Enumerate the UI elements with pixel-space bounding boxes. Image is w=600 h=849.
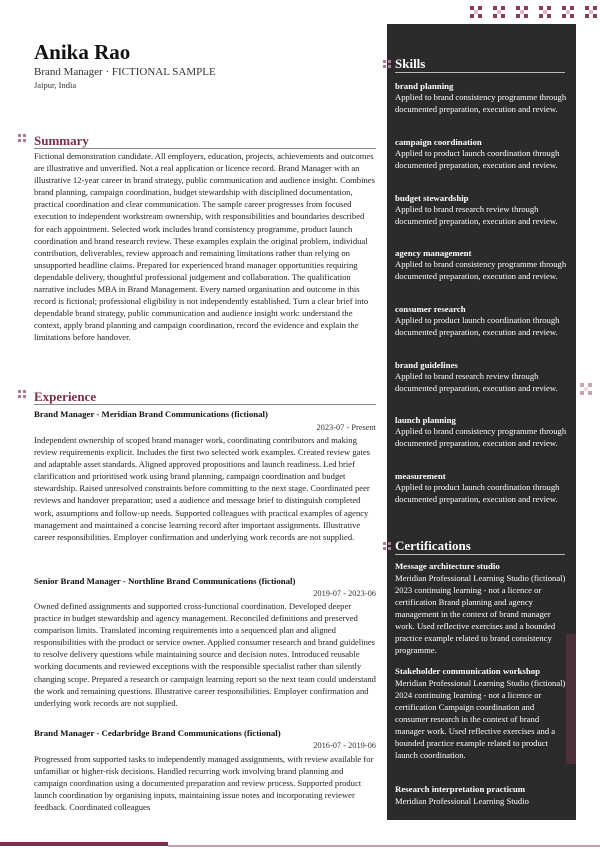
bottom-accent-line	[168, 845, 600, 847]
skill-name: consumer research	[395, 304, 466, 314]
job-dates: 2019-07 - 2023-06	[313, 589, 376, 598]
section-marker-icon	[383, 60, 391, 68]
pattern-glyph-icon	[493, 6, 505, 18]
skill-name: agency management	[395, 248, 472, 258]
certification-name: Stakeholder communication workshop	[395, 666, 541, 676]
skill-item	[395, 80, 567, 116]
skill-item	[395, 247, 567, 283]
job-dates: 2023-07 - Present	[316, 423, 376, 432]
sidebar	[387, 24, 576, 820]
job-description: Progressed from supported tasks to independently managed assignments, with review available for unfamiliar or higher-risk decisions. Handled recurring work involving brand planning and campaign coordination using a documented preparation and review process. Supported product launch coordination by organising inputs, maintaining issue notes and incorporating reviewer feedback. Coordinated colleagues	[34, 754, 374, 813]
certification-description: Meridian Professional Learning Studio	[395, 796, 529, 806]
skills-heading: Skills	[395, 56, 565, 73]
certification-item	[395, 560, 569, 656]
certification-name: Research interpretation practicum	[395, 784, 526, 794]
summary-heading: Summary	[34, 133, 376, 149]
skill-name: launch planning	[395, 415, 456, 425]
certification-item	[395, 783, 569, 807]
skill-name: brand guidelines	[395, 360, 458, 370]
resume-header	[34, 40, 376, 91]
skill-item	[395, 303, 567, 339]
decorative-pattern-top	[470, 6, 597, 18]
skill-item	[395, 136, 567, 172]
skill-item	[395, 359, 567, 395]
section-marker-icon	[18, 390, 26, 398]
skill-name: campaign coordination	[395, 137, 482, 147]
skill-name: budget stewardship	[395, 193, 469, 203]
candidate-location: Jaipur, India	[34, 80, 77, 90]
job-dates: 2016-07 - 2019-06	[313, 741, 376, 750]
candidate-role: Brand Manager · FICTIONAL SAMPLE	[34, 66, 216, 78]
section-marker-icon	[383, 542, 391, 550]
decorative-glyph-icon	[580, 383, 592, 395]
skill-description: Applied to brand consistency programme through documented preparation, execution and review.	[395, 92, 567, 114]
job-description: Independent ownership of scoped brand manager work, coordinating contributors and making review requirements explicit. Includes the first two selected work examples. Created review gates and adaptable asset standards. Aligned approved propositions and launch readiness. Led brief clarification and prioritised work using brand planning, campaign coordination and budget stewardship. Raised unresolved constraints before committing to the next stage. Coordinated peer reviews and handover preparation; used a audience and message brief to distinguish completed work, assumptions and follow-up needs. Supported colleagues with practical examples of agency management and maintained a concise learning record after important assignments. Illustrative career responsibilities. Employer confirmation and underlying work records are not supplied.	[34, 435, 370, 542]
skill-description: Applied to brand research review through documented preparation, execution and review.	[395, 204, 558, 226]
skill-description: Applied to brand consistency programme through documented preparation, execution and review.	[395, 259, 567, 281]
certifications-heading: Certifications	[395, 538, 565, 555]
skill-name: measurement	[395, 471, 446, 481]
certification-description: Meridian Professional Learning Studio (fictional) 2023 continuing learning - not a licence or certification Brand planning and agency management in the context of brand manager work. Used reflective exercises and a bounded practice example related to brand consistency programme.	[395, 573, 566, 655]
skill-description: Applied to product launch coordination through documented preparation, execution and review.	[395, 148, 560, 170]
section-marker-icon	[18, 134, 26, 142]
summary-text: Fictional demonstration candidate. All employers, education, projects, achievements and outcomes are illustrative and unverified. Not a real application or licence record. Brand Manager with an illustrative 12-year career in brand strategy, public communication and audience insight. Combines brand planning, campaign coordination, budget stewardship with disciplined documentation, practical coordination and clear communication. The sample career progresses from focused execution to independent workstream ownership, with responsibilities and boundaries described for each appointment. Selected work includes brand consistency programme, product launch coordination and brand research review. These examples explain the original problem, individual contribution, deliverables, review approach and remaining limitations rather than relying on unsupported headline claims. Prepared for experienced brand manager opportunities requiring dependable delivery, thoughtful professional judgement and collaboration. The qualification narrative includes MBA in Brand Management. Every named organisation and outcome in this record is fictional; professional eligibility is not independently established. Turn a clear brief into dependable brand strategy, public communication and audience insight work: understand the context, apply brand planning and campaign coordination, record the evidence and explain the limitations before handover.	[34, 151, 375, 343]
skill-item	[395, 192, 567, 228]
skill-description: Applied to product launch coordination through documented preparation, execution and review.	[395, 482, 560, 504]
certification-item	[395, 665, 569, 761]
job-title: Senior Brand Manager - Northline Brand Communications (fictional)	[34, 576, 296, 586]
experience-heading: Experience	[34, 389, 376, 405]
job-description: Owned defined assignments and supported cross-functional coordination. Developed deeper practice in budget stewardship and agency management. Reconciled definitions and preserved comparison limits. Translated incoming requirements into a sequenced plan and aligned responsibilities with the product or service owner. Applied consumer research and brand guidelines to resolve delivery questions while maintaining source and decision notes. Introduced reusable working documents and reviewed exceptions with the responsible specialist rather than silently changing scope. Prepared a research or campaign learning report so the next team could understand the work and remaining questions. Illustrative career responsibilities. Employer confirmation and underlying work records are not supplied.	[34, 601, 376, 708]
skill-description: Applied to product launch coordination through documented preparation, execution and review.	[395, 315, 560, 337]
pattern-glyph-icon	[539, 6, 551, 18]
candidate-name: Anika Rao	[34, 40, 131, 64]
skill-name: brand planning	[395, 81, 454, 91]
job-title: Brand Manager - Cedarbridge Brand Communications (fictional)	[34, 728, 281, 738]
skill-item	[395, 470, 567, 506]
bottom-accent-bar	[0, 842, 168, 846]
certification-description: Meridian Professional Learning Studio (fictional) 2024 continuing learning - not a licence or certification Campaign coordination and consumer research in the context of brand manager work. Used reflective exercises and a bounded practice example related to product launch coordination.	[395, 678, 566, 760]
skill-description: Applied to brand consistency programme through documented preparation, execution and review.	[395, 426, 567, 448]
certification-name: Message architecture studio	[395, 561, 500, 571]
pattern-glyph-icon	[585, 6, 597, 18]
pattern-glyph-icon	[516, 6, 528, 18]
pattern-glyph-icon	[562, 6, 574, 18]
job-title: Brand Manager - Meridian Brand Communications (fictional)	[34, 409, 268, 419]
skill-description: Applied to brand research review through documented preparation, execution and review.	[395, 371, 558, 393]
pattern-glyph-icon	[470, 6, 482, 18]
skill-item	[395, 414, 567, 450]
